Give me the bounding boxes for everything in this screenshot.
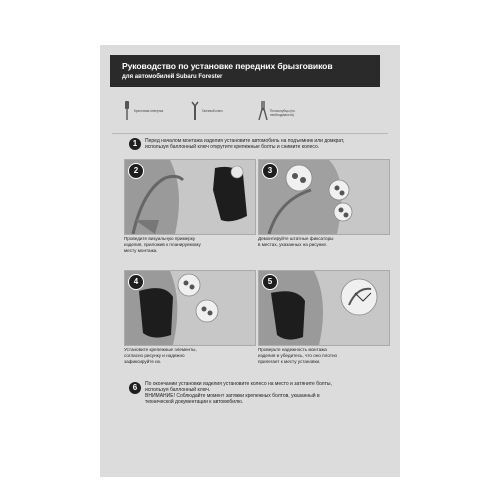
step-4-number: 4 [128, 274, 144, 290]
step-2-caption [124, 236, 252, 255]
step-6-text [145, 381, 385, 405]
caption-line: изделия, приложив к планируемому [124, 242, 201, 248]
step-3-illustration [258, 159, 390, 235]
caption-line: зафиксируйте их. [124, 359, 162, 365]
screwdriver-icon [122, 101, 132, 121]
caption-line: Установите крепежные элементы, [124, 347, 197, 352]
tool-wrench [188, 93, 248, 131]
tool-screwdriver [120, 93, 180, 131]
fasteners-install-illustration [125, 271, 255, 345]
step-1-line-2: используя баллонный ключ открутите крепежные болты и снимите колесо. [145, 144, 320, 150]
step-5-caption [258, 347, 386, 366]
step-5-number: 5 [262, 274, 278, 290]
tool-label: Крестовая отвертка [134, 109, 164, 113]
caption-line: Проведите визуальную примерку [124, 236, 196, 241]
step-1-number: 1 [129, 138, 141, 150]
page-title: Руководство по установке передних брызговиков [122, 61, 333, 71]
fasteners-removal-illustration [259, 160, 389, 234]
header-banner [110, 55, 380, 87]
wrench-icon [190, 101, 200, 121]
caption-line: согласно рисунку и надежно [124, 353, 185, 359]
step-1-text [145, 138, 385, 150]
tool-pliers [256, 93, 316, 131]
step-3-caption [258, 236, 386, 248]
fender-illustration [125, 160, 255, 234]
step-5-illustration [258, 270, 390, 346]
step-6-line-1: По окончании установки изделия установите колесо на место и затяните болты, [145, 381, 332, 387]
warning-line-1: ВНИМАНИЕ! Соблюдайте момент затяжки крепежных болтов, указанный в [145, 393, 320, 399]
caption-line: в местах, указанных на рисунке. [258, 242, 328, 248]
step-3-number: 3 [262, 163, 278, 179]
step-6-line-2: используя баллонный ключ. [145, 387, 211, 393]
tool-label: Гаечный ключ [202, 109, 223, 113]
caption-line: месту монтажа. [124, 248, 158, 254]
caption-line: Проверьте надежность монтажа [258, 347, 327, 352]
pliers-icon [258, 101, 268, 121]
tool-label: Плоскогубцы (по необходимости) [270, 109, 295, 117]
caption-line: прилегает к месту установки. [258, 359, 321, 365]
step-2-illustration [124, 159, 256, 235]
tools-row [120, 93, 380, 131]
check-fit-illustration [259, 271, 389, 345]
step-2-number: 2 [128, 163, 144, 179]
divider [112, 133, 388, 134]
page-subtitle: для автомобилей Subaru Forester [122, 74, 223, 80]
warning-line-2: технической документации к автомобилю. [145, 399, 244, 405]
step-4-caption [124, 347, 252, 366]
caption-line: Демонтируйте штатные фиксаторы [258, 236, 334, 241]
step-1-line-1: Перед началом монтажа изделия установите автомобиль на подъемник или домкрат, [145, 138, 345, 144]
step-4-illustration [124, 270, 256, 346]
step-6-number: 6 [129, 382, 141, 394]
caption-line: изделия и убедитесь, что оно плотно [258, 353, 338, 359]
instruction-sheet [100, 45, 400, 477]
